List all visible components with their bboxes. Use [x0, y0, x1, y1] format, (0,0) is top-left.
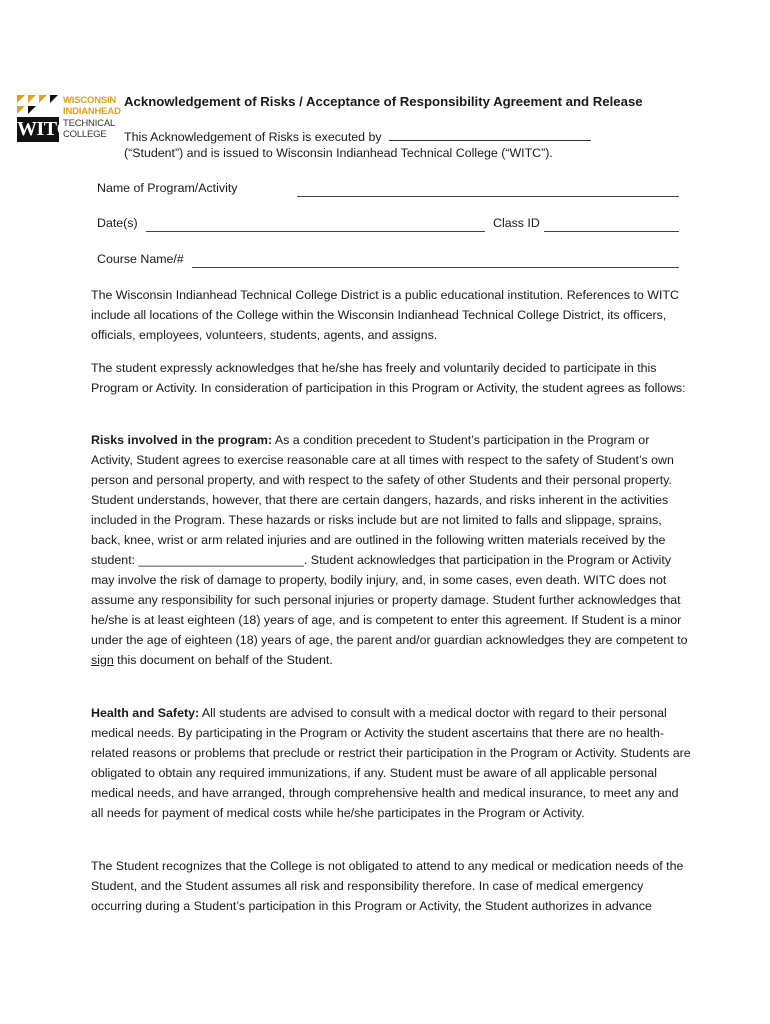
paragraph-medical	[91, 856, 691, 916]
risks-text-a: As a condition precedent to Student’s participation in the Program or Activity, Student agrees to exercise reasonable care at all times with respect to the safety of Student’s own person and personal property, and with respect to the safety of other Students and their personal property. Student understands, however, that there are certain dangers, hazards, and risks inherent in the activities included in the Program. These hazards or risks include but are not limited to falls and slippage, sprains, back, knee, wrist or arm related injuries and are outlined in the following written materials received by the student:	[91, 433, 674, 567]
risks-heading: Risks involved in the program:	[91, 433, 273, 447]
paragraph-health	[91, 703, 691, 823]
logo-line-2: INDIANHEAD	[63, 106, 121, 117]
risks-text-c: this document on behalf of the Student.	[113, 653, 333, 667]
paragraph-risks	[91, 430, 691, 670]
dates-field[interactable]	[146, 231, 485, 232]
course-label: Course Name/#	[97, 252, 184, 266]
paragraph-acknowledge	[91, 358, 691, 398]
logo-triangles-icon	[17, 95, 59, 115]
logo-mark: WITC	[17, 118, 71, 140]
class-id-field[interactable]	[544, 231, 679, 232]
dates-label: Date(s)	[97, 216, 138, 230]
document-title: Acknowledgement of Risks / Acceptance of Responsibility Agreement and Release	[124, 94, 643, 109]
health-heading: Health and Safety:	[91, 706, 200, 720]
program-field[interactable]	[297, 196, 679, 197]
student-name-blank[interactable]	[389, 128, 591, 141]
execution-text: This Acknowledgement of Risks is executed by	[124, 130, 382, 144]
sign-word: sign	[91, 653, 114, 667]
logo-line-4: COLLEGE	[63, 129, 107, 140]
health-text: All students are advised to consult with a medical doctor with regard to their personal medical needs. By participating in the Program or Activity the student ascertains that there are no health-related reasons or problems that preclude or restrict their participation in the Program or Activity. Students are obligated to obtain any required immunizations, if any. Student must be aware of all applicable personal medical needs, and have arranged, through comprehensive health and medical insurance, to meet any and all needs for payment of medical costs while he/she participates in the Program or Activity.	[91, 706, 691, 820]
class-id-label: Class ID	[493, 216, 540, 230]
execution-line-1	[124, 128, 591, 144]
risks-text-b: . Student acknowledges that participation in the Program or Activity may involve the risk of damage to property, bodily injury, and, in some cases, even death. WITC does not assume any responsibility for such personal injuries or property damage. Student further acknowledges that he/she is at least eighteen (18) years of age, and is competent to enter this agreement. If Student is a minor under the age of eighteen (18) years of age, the parent and/or guardian acknowledges they are competent to	[91, 553, 688, 647]
witc-logo	[17, 95, 121, 150]
logo-line-3: TECHNICAL	[63, 118, 116, 129]
logo-line-1: WISCONSIN	[63, 95, 117, 106]
medical-text: The Student recognizes that the College is not obligated to attend to any medical or medication needs of the Student, and the Student assumes all risk and responsibility therefore. In case of medical emergency occurring during a Student’s participation in this Program or Activity, the Student authorizes in advance	[91, 859, 684, 913]
acknowledge-text: The student expressly acknowledges that he/she has freely and voluntarily decided to participate in this Program or Activity. In consideration of participation in this Program or Activity, the student agrees as follows:	[91, 361, 686, 395]
course-field[interactable]	[192, 267, 679, 268]
execution-line-2: (“Student”) and is issued to Wisconsin Indianhead Technical College (“WITC”).	[124, 146, 553, 160]
written-materials-blank[interactable]: ________________________	[138, 553, 304, 567]
paragraph-district	[91, 285, 691, 345]
program-label: Name of Program/Activity	[97, 181, 238, 195]
district-text: The Wisconsin Indianhead Technical College District is a public educational institution. References to WITC include all locations of the College within the Wisconsin Indianhead Technical College District, its officers, officials, employees, volunteers, students, agents, and assigns.	[91, 288, 679, 342]
